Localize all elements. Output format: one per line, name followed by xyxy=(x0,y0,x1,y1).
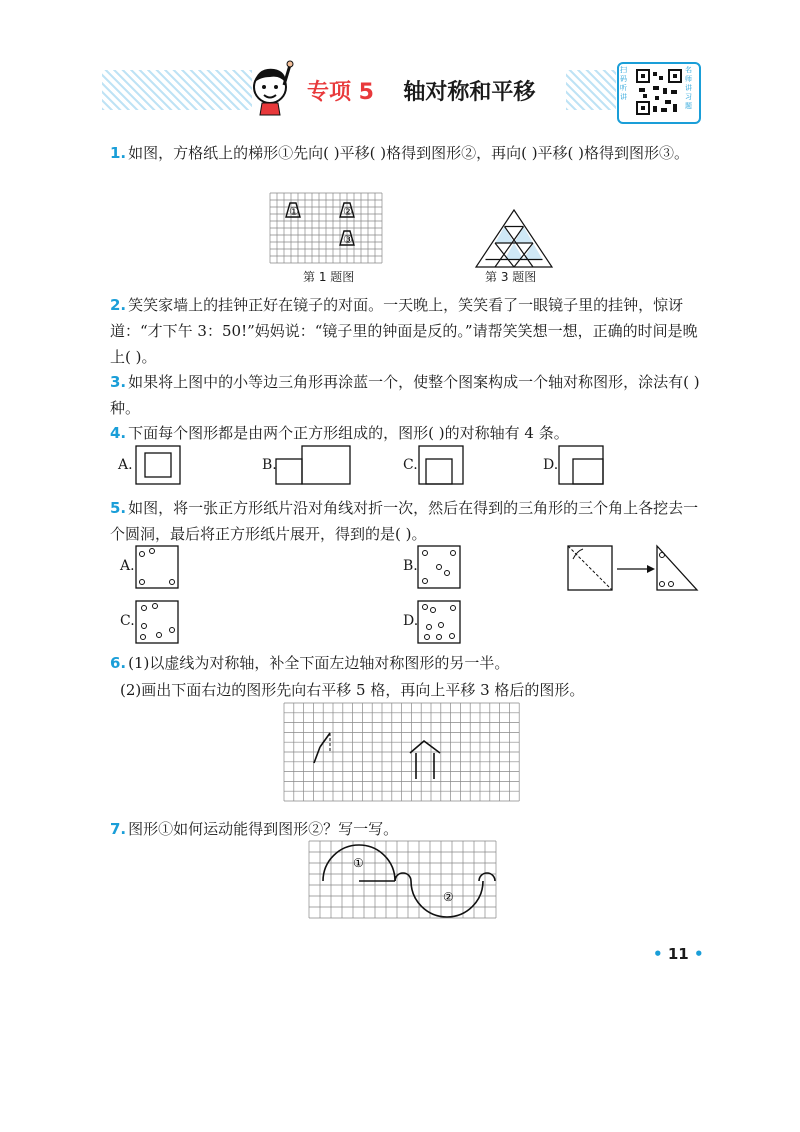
figure-q1-label-3: ③ xyxy=(343,233,353,246)
figure-q6-grid xyxy=(284,703,520,805)
page-number-dot-right: • xyxy=(693,945,704,963)
question-2 xyxy=(110,292,710,370)
q5-option-c-figure[interactable] xyxy=(135,600,179,644)
question-1-text: 如图，方格纸上的梯形①先向( )平移( )格得到图形②，再向( )平移( )格得到图形③。 xyxy=(128,144,690,162)
question-6-part-1-text: (1)以虚线为对称轴，补全下面左边轴对称图形的另一半。 xyxy=(128,654,510,672)
question-7-number: 7. xyxy=(110,820,127,838)
header-band-right xyxy=(566,70,616,110)
figure-q7-grid xyxy=(309,841,496,922)
question-4 xyxy=(110,420,710,446)
q5-option-b-label[interactable]: B. xyxy=(403,558,418,574)
header-band-left xyxy=(102,70,252,110)
question-1 xyxy=(110,140,710,166)
question-6-part-1 xyxy=(110,650,710,676)
figure-q7-label-1: ① xyxy=(353,856,364,870)
figure-q1-label-1: ① xyxy=(289,205,299,218)
figure-q1-label-2: ② xyxy=(343,205,353,218)
q5-option-b-figure[interactable] xyxy=(417,545,461,589)
q5-option-a-figure[interactable] xyxy=(135,545,179,589)
figure-q3-triangle xyxy=(476,210,552,268)
page-number-dot-left: • xyxy=(653,945,663,963)
question-6-part-2-text: (2)画出下面右边的图形先向右平移 5 格，再向上平移 3 格后的图形。 xyxy=(120,681,585,699)
page-number xyxy=(653,945,704,963)
caption-q3: 第 3 题图 xyxy=(485,270,537,284)
qr-label-left: 扫码听讲 xyxy=(620,66,627,101)
q5-option-d-label[interactable]: D. xyxy=(403,613,419,629)
section-number: 专项 5 xyxy=(307,80,374,105)
question-7 xyxy=(110,816,710,842)
q5-folding-diagram xyxy=(567,545,699,593)
q5-option-d-figure[interactable] xyxy=(417,600,461,644)
q4-option-a-label[interactable]: A. xyxy=(118,457,133,473)
cartoon-boy-icon xyxy=(240,55,302,117)
q4-option-b-label[interactable]: B. xyxy=(262,457,277,473)
question-4-text: 下面每个图形都是由两个正方形组成的，图形( )的对称轴有 4 条。 xyxy=(128,424,569,442)
section-topic: 轴对称和平移 xyxy=(403,80,536,105)
caption-q1: 第 1 题图 xyxy=(303,270,355,284)
qr-block[interactable] xyxy=(617,62,701,124)
question-2-number: 2. xyxy=(110,296,127,314)
question-7-text: 图形①如何运动能得到图形②？写一写。 xyxy=(128,820,399,838)
q4-option-d-label[interactable]: D. xyxy=(543,457,559,473)
question-5-text: 如图，将一张正方形纸片沿对角线对折一次，然后在得到的三角形的三个角上各挖去一个圆洞，最后将正方形纸片展开，得到的是( )。 xyxy=(110,499,699,543)
question-1-number: 1. xyxy=(110,144,127,162)
question-3 xyxy=(110,369,710,421)
question-5 xyxy=(110,495,710,547)
q5-option-c-label[interactable]: C. xyxy=(120,613,135,629)
question-3-text: 如果将上图中的小等边三角形再涂蓝一个，使整个图案构成一个轴对称图形，涂法有( )种。 xyxy=(110,373,700,417)
q4-option-d-figure[interactable] xyxy=(558,445,604,485)
qr-label-right: 名师讲习题 xyxy=(685,66,692,110)
q4-option-a-figure[interactable] xyxy=(135,445,181,485)
question-3-number: 3. xyxy=(110,373,127,391)
section-title xyxy=(307,75,535,106)
figure-q1-grid xyxy=(270,193,382,263)
question-2-text: 笑笑家墙上的挂钟正好在镜子的对面。一天晚上，笑笑看了一眼镜子里的挂钟，惊讶道：“才下午 3：50!”妈妈说：“镜子里的钟面是反的。”请帮笑笑想一想，正确的时间是晚上( )。 xyxy=(110,296,698,366)
q4-option-b-figure[interactable] xyxy=(275,445,353,485)
figure-q7-label-2: ② xyxy=(443,890,454,904)
q4-option-c-label[interactable]: C. xyxy=(403,457,418,473)
qr-code-icon[interactable] xyxy=(635,68,683,116)
question-6-part-2 xyxy=(120,677,720,703)
page-number-value: 11 xyxy=(667,945,689,963)
q5-option-a-label[interactable]: A. xyxy=(120,558,135,574)
q4-option-c-figure[interactable] xyxy=(418,445,464,485)
question-5-number: 5. xyxy=(110,499,127,517)
question-4-number: 4. xyxy=(110,424,127,442)
question-6-number: 6. xyxy=(110,654,127,672)
